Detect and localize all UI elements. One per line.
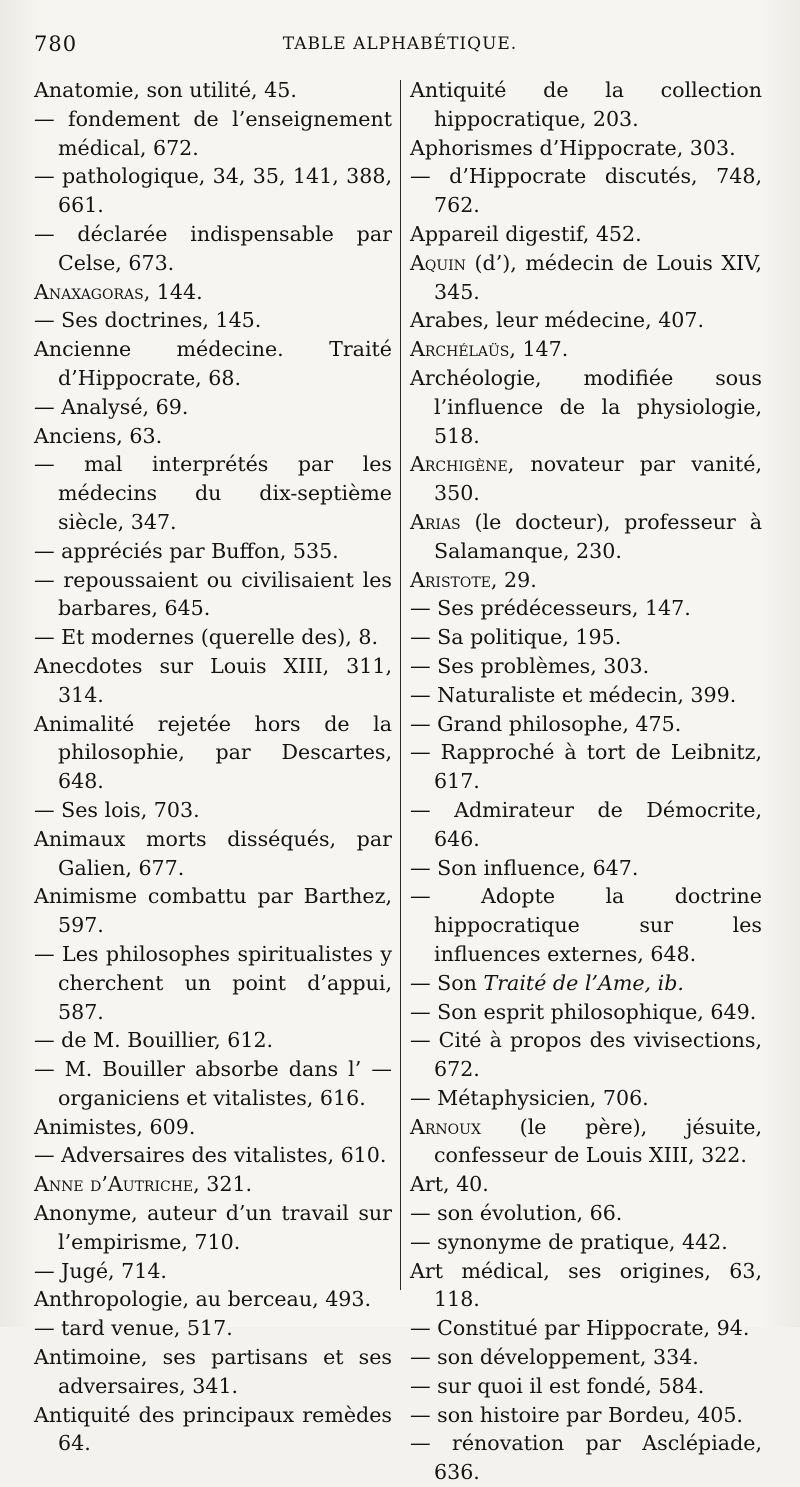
index-entry [34, 162, 392, 220]
index-entry [410, 249, 762, 307]
index-entry [410, 623, 762, 652]
index-entry [34, 278, 392, 307]
entry-text: — son histoire par Bordeu, 405. [410, 1402, 743, 1427]
entry-text: — sur quoi il est fondé, 584. [410, 1373, 705, 1398]
index-entry [410, 882, 762, 968]
index-entry [410, 1401, 762, 1430]
entry-text: — Son influence, 647. [410, 855, 639, 880]
index-entry [34, 1141, 392, 1170]
entry-text: — d’Hippocrate discutés, 748, 762. [410, 164, 762, 218]
entry-text: — de M. Bouillier, 612. [34, 1028, 274, 1053]
entry-name-smallcaps: Anne d’Autriche [34, 1172, 194, 1197]
index-entry [410, 450, 762, 508]
entry-text: Animaux morts disséqués, par Galien, 677. [34, 826, 392, 880]
entry-text: — Et modernes (querelle des), 8. [34, 625, 379, 650]
entry-text: — Adversaires des vitalistes, 610. [34, 1143, 387, 1168]
entry-text: Anonyme, auteur d’un travail sur l’empirisme, 710. [34, 1201, 392, 1254]
index-entry [410, 508, 762, 566]
entry-text: — Rapproché à tort de Leibnitz, 617. [410, 740, 762, 794]
entry-name-smallcaps: Aristote [410, 567, 491, 592]
index-entry [34, 537, 392, 566]
index-entry [34, 335, 392, 393]
index-entry [34, 450, 392, 536]
index-entry [410, 681, 762, 710]
entry-text: — M. Bouiller absorbe dans l’ — organiciens et vitalistes, 616. [34, 1057, 392, 1110]
entry-text: , 29. [490, 567, 537, 592]
index-entry [410, 1170, 762, 1199]
entry-text: , 144. [143, 279, 203, 304]
entry-text: (d’), médecin de Louis XIV, 345. [434, 250, 762, 304]
index-entry [34, 1314, 392, 1343]
entry-text: Appareil digestif, 452. [410, 221, 642, 246]
index-column-left [34, 76, 392, 1458]
entry-text: — Ses prédécesseurs, 147. [410, 596, 691, 621]
entry-text: — Analysé, 69. [34, 394, 189, 419]
index-entry [410, 364, 762, 450]
index-entry [34, 1343, 392, 1401]
entry-text: — Son [410, 970, 484, 995]
index-entry [410, 220, 762, 249]
entry-text: — Ses doctrines, 145. [34, 308, 262, 333]
index-entry [34, 1055, 392, 1113]
entry-text: — Constitué par Hippocrate, 94. [410, 1316, 750, 1341]
entry-text: — Admirateur de Démocrite, 646. [410, 797, 762, 851]
entry-italic-text: Traité de l’Ame, ib. [483, 970, 684, 995]
index-entry [34, 422, 392, 451]
entry-text: Anecdotes sur Louis XIII, 311, 314. [34, 653, 392, 707]
index-entry [410, 1314, 762, 1343]
index-entry [34, 1401, 392, 1459]
index-entry [410, 76, 762, 134]
index-entry [410, 854, 762, 883]
index-entry [410, 566, 762, 595]
entry-text: , 147. [509, 337, 569, 362]
entry-text: — mal interprétés par les médecins du dix-septième siècle, 347. [34, 452, 392, 534]
entry-name-smallcaps: Archigène [410, 452, 508, 477]
entry-text: — déclarée indispensable par Celse, 673. [34, 221, 392, 275]
entry-text: — appréciés par Buffon, 535. [34, 538, 339, 563]
index-entry [410, 335, 762, 364]
index-entry [34, 623, 392, 652]
entry-name-smallcaps: Arnoux [410, 1114, 481, 1139]
entry-text: — Cité à propos des vivisections, 672. [410, 1028, 762, 1082]
index-entry [410, 1372, 762, 1401]
index-entry [410, 1343, 762, 1372]
page-number: 780 [34, 32, 78, 56]
index-entry [410, 162, 762, 220]
index-entry [410, 1113, 762, 1171]
entry-text: Antiquité de la collection hippocratique, 203. [410, 78, 762, 131]
index-entry [34, 1257, 392, 1286]
entry-text: Art, 40. [410, 1172, 489, 1197]
entry-text: — Grand philosophe, 475. [410, 711, 682, 736]
index-entry [34, 1285, 392, 1314]
entry-text: — synonyme de pratique, 442. [410, 1229, 728, 1254]
entry-text: — Ses lois, 703. [34, 797, 200, 822]
entry-text: Aphorismes d’Hippocrate, 303. [410, 135, 736, 160]
index-entry [410, 652, 762, 681]
entry-name-smallcaps: Aquin [410, 250, 466, 275]
index-entry [410, 134, 762, 163]
entry-text: (le docteur), professeur à Salamanque, 230. [434, 509, 762, 563]
index-entry [34, 105, 392, 163]
entry-text: Animistes, 609. [34, 1114, 196, 1139]
entry-text: (le père), jésuite, confesseur de Louis XIII, 322. [434, 1114, 762, 1168]
entry-text: Anthropologie, au berceau, 493. [34, 1287, 372, 1312]
index-entry [34, 393, 392, 422]
entry-name-smallcaps: Archélaüs [410, 337, 510, 362]
entry-text: Arabes, leur médecine, 407. [410, 308, 705, 333]
index-entry [34, 76, 392, 105]
index-entry [410, 1228, 762, 1257]
index-entry [34, 566, 392, 624]
entry-name-smallcaps: Arias [410, 509, 461, 534]
index-entry [34, 882, 392, 940]
index-entry [34, 1170, 392, 1199]
index-column-right [410, 76, 762, 1487]
entry-text: — Adopte la doctrine hippocratique sur les influences externes, 648. [410, 884, 762, 966]
entry-text: — repoussaient ou civilisaient les barbares, 645. [34, 567, 392, 621]
index-entry [34, 1026, 392, 1055]
entry-text: Ancienne médecine. Traité d’Hippocrate, 68. [34, 337, 392, 390]
page-header [34, 32, 766, 62]
entry-text: — pathologique, 34, 35, 141, 388, 661. [34, 164, 392, 218]
entry-text: — Sa politique, 195. [410, 625, 622, 650]
entry-text: — Métaphysicien, 706. [410, 1085, 649, 1110]
index-entry [34, 796, 392, 825]
entry-text: Anciens, 63. [34, 423, 163, 448]
index-entry [34, 1199, 392, 1257]
entry-text: Animalité rejetée hors de la philosophie, par Descartes, 648. [34, 711, 392, 794]
entry-text: , novateur par vanité, 350. [434, 452, 762, 506]
entry-text: , 321. [193, 1172, 253, 1197]
entry-text: — Jugé, 714. [34, 1258, 167, 1283]
entry-text: Anatomie, son utilité, 45. [34, 78, 297, 102]
entry-text: Antimoine, ses partisans et ses adversaires, 341. [34, 1345, 392, 1398]
index-entry [410, 710, 762, 739]
index-entry [410, 998, 762, 1027]
index-entry [410, 738, 762, 796]
index-entry [34, 1113, 392, 1142]
index-entry [410, 796, 762, 854]
entry-text: Archéologie, modifiée sous l’influence de la physiologie, 518. [410, 365, 762, 448]
index-entry [34, 825, 392, 883]
index-entry [410, 1257, 762, 1315]
index-entry [410, 1084, 762, 1113]
entry-name-smallcaps: Anaxagoras [34, 279, 144, 304]
index-entry [410, 1026, 762, 1084]
index-entry [34, 940, 392, 1026]
column-divider [400, 80, 401, 1290]
entry-text: — Ses problèmes, 303. [410, 653, 650, 678]
entry-text: Antiquité des principaux remèdes 64. [34, 1402, 392, 1456]
index-entry [34, 306, 392, 335]
entry-text: — Naturaliste et médecin, 399. [410, 682, 737, 707]
entry-text: — tard venue, 517. [34, 1316, 233, 1341]
index-entry [410, 1199, 762, 1228]
index-entry [34, 710, 392, 796]
entry-text: — son évolution, 66. [410, 1201, 623, 1226]
entry-text: — Les philosophes spiritualistes y cherchent un point d’appui, 587. [34, 941, 392, 1024]
index-entry [410, 306, 762, 335]
entry-text: Animisme combattu par Barthez, 597. [34, 884, 392, 938]
index-entry [410, 969, 762, 998]
entry-text: — Son esprit philosophique, 649. [410, 999, 757, 1024]
index-entry [34, 220, 392, 278]
entry-text: — son développement, 334. [410, 1345, 699, 1370]
running-title: TABLE ALPHABÉTIQUE. [282, 34, 518, 54]
index-entry [410, 1429, 762, 1487]
index-entry [34, 652, 392, 710]
entry-text: Art médical, ses origines, 63, 118. [410, 1258, 762, 1312]
entry-text: — fondement de l’enseignement médical, 672. [34, 106, 392, 160]
index-entry [410, 594, 762, 623]
entry-text: — rénovation par Asclépiade, 636. [410, 1431, 762, 1485]
